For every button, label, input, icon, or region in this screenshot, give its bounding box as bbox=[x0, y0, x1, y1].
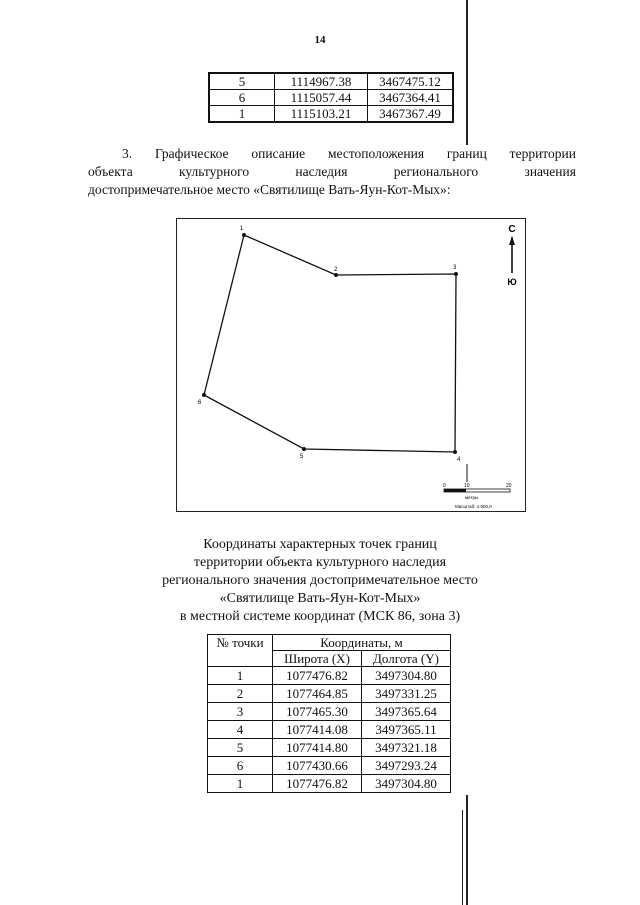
paragraph-word: местоположения bbox=[327, 146, 425, 161]
coordinates-title bbox=[120, 536, 520, 626]
scale-tick-label: 0 bbox=[443, 483, 446, 489]
point-number-cell: 3 bbox=[208, 703, 273, 721]
point-number-cell: 5 bbox=[208, 739, 273, 757]
title-line: Координаты характерных точек границ bbox=[203, 537, 437, 552]
table-row bbox=[208, 775, 451, 793]
coordinates-table bbox=[207, 634, 451, 793]
paragraph-line bbox=[88, 181, 576, 199]
y-coordinate-cell: 3497365.64 bbox=[362, 703, 451, 721]
boundary-vertex bbox=[242, 233, 246, 237]
table-row bbox=[208, 703, 451, 721]
point-number-cell: 2 bbox=[208, 685, 273, 703]
y-coordinate-cell: 3497331.25 bbox=[362, 685, 451, 703]
x-coordinate-cell: 1114967.38 bbox=[275, 73, 368, 90]
x-coordinate-cell: 1077414.08 bbox=[273, 721, 362, 739]
vertex-label: 5 bbox=[300, 454, 304, 460]
table-header-row bbox=[208, 635, 451, 651]
paragraph-word: значения bbox=[524, 164, 576, 179]
continued-coordinates-table bbox=[208, 72, 454, 123]
table-row bbox=[209, 73, 453, 90]
boundary-map-drawing bbox=[177, 219, 527, 513]
boundary-vertex bbox=[334, 273, 338, 277]
vertex-label: 6 bbox=[198, 400, 202, 406]
compass-north-label: С bbox=[508, 224, 516, 235]
boundary-vertex bbox=[202, 393, 206, 397]
scale-bar-segment bbox=[444, 489, 466, 492]
scale-tick-label: 20 bbox=[506, 483, 512, 489]
title-line: в местной системе координат (МСК 86, зона 3) bbox=[179, 609, 461, 624]
point-number-cell: 1 bbox=[209, 106, 275, 123]
table-row bbox=[209, 106, 453, 123]
point-number-cell: 6 bbox=[209, 90, 275, 106]
x-coordinate-cell: 1115103.21 bbox=[275, 106, 368, 123]
boundary-vertex bbox=[453, 450, 457, 454]
paragraph-word: Графическое bbox=[154, 146, 229, 161]
header-x: Широта (X) bbox=[273, 651, 362, 667]
scale-tick-label: 10 bbox=[464, 483, 470, 489]
x-coordinate-cell: 1077476.82 bbox=[273, 775, 362, 793]
table-row bbox=[208, 667, 451, 685]
boundary-vertex bbox=[302, 447, 306, 451]
scan-artifact-line bbox=[466, 795, 468, 905]
x-coordinate-cell: 1077464.85 bbox=[273, 685, 362, 703]
y-coordinate-cell: 3497365.11 bbox=[362, 721, 451, 739]
y-coordinate-cell: 3497293.24 bbox=[362, 757, 451, 775]
table-row bbox=[208, 739, 451, 757]
paragraph-word: 3. bbox=[122, 146, 133, 161]
paragraph-line bbox=[88, 163, 576, 181]
boundary-vertex bbox=[454, 272, 458, 276]
table-row bbox=[208, 685, 451, 703]
point-number-cell: 1 bbox=[208, 667, 273, 685]
scale-ratio-label: Масштаб: 1:500,0 bbox=[455, 504, 492, 509]
header-y: Долгота (Y) bbox=[362, 651, 451, 667]
boundary-line bbox=[204, 235, 456, 452]
point-number-cell: 1 bbox=[208, 775, 273, 793]
paragraph-word: описание bbox=[251, 146, 306, 161]
point-number-cell: 5 bbox=[209, 73, 275, 90]
paragraph-word: территории bbox=[509, 146, 576, 161]
title-line: регионального значения достопримечательное место bbox=[162, 573, 478, 588]
paragraph-word: достопримечательное место «Святилище Вать-Яун-Кот-Мых»: bbox=[88, 182, 451, 197]
boundary-map bbox=[176, 218, 526, 512]
paragraph-word: объекта bbox=[88, 164, 133, 179]
point-number-cell: 6 bbox=[208, 757, 273, 775]
paragraph-word: границ bbox=[446, 146, 487, 161]
x-coordinate-cell: 1115057.44 bbox=[275, 90, 368, 106]
scan-artifact-line bbox=[462, 810, 463, 905]
y-coordinate-cell: 3497304.80 bbox=[362, 775, 451, 793]
compass-south-label: Ю bbox=[507, 277, 517, 287]
y-coordinate-cell: 3467475.12 bbox=[368, 73, 454, 90]
y-coordinate-cell: 3467364.41 bbox=[368, 90, 454, 106]
paragraph-word: регионального bbox=[393, 164, 479, 179]
section-paragraph bbox=[88, 145, 576, 199]
x-coordinate-cell: 1077476.82 bbox=[273, 667, 362, 685]
vertex-label: 1 bbox=[240, 226, 244, 232]
paragraph-line bbox=[88, 145, 576, 163]
scan-artifact-line bbox=[466, 0, 468, 145]
vertex-label: 3 bbox=[453, 265, 457, 271]
x-coordinate-cell: 1077465.30 bbox=[273, 703, 362, 721]
table-row bbox=[208, 721, 451, 739]
scale-unit-label: метры bbox=[465, 495, 479, 500]
table-row bbox=[209, 90, 453, 106]
compass-arrowhead-icon bbox=[509, 236, 515, 245]
y-coordinate-cell: 3467367.49 bbox=[368, 106, 454, 123]
page-number: 14 bbox=[314, 34, 326, 46]
header-point-number: № точки bbox=[208, 635, 273, 667]
paragraph-word: культурного bbox=[179, 164, 250, 179]
x-coordinate-cell: 1077414.80 bbox=[273, 739, 362, 757]
title-line: «Святилище Вать-Яун-Кот-Мых» bbox=[219, 591, 421, 606]
point-number-cell: 4 bbox=[208, 721, 273, 739]
vertex-label: 4 bbox=[457, 457, 461, 463]
table-row bbox=[208, 757, 451, 775]
x-coordinate-cell: 1077430.66 bbox=[273, 757, 362, 775]
y-coordinate-cell: 3497304.80 bbox=[362, 667, 451, 685]
title-line: территории объекта культурного наследия bbox=[193, 555, 447, 570]
y-coordinate-cell: 3497321.18 bbox=[362, 739, 451, 757]
paragraph-word: наследия bbox=[295, 164, 348, 179]
vertex-label: 2 bbox=[334, 267, 338, 273]
header-coordinates: Координаты, м bbox=[273, 635, 451, 651]
